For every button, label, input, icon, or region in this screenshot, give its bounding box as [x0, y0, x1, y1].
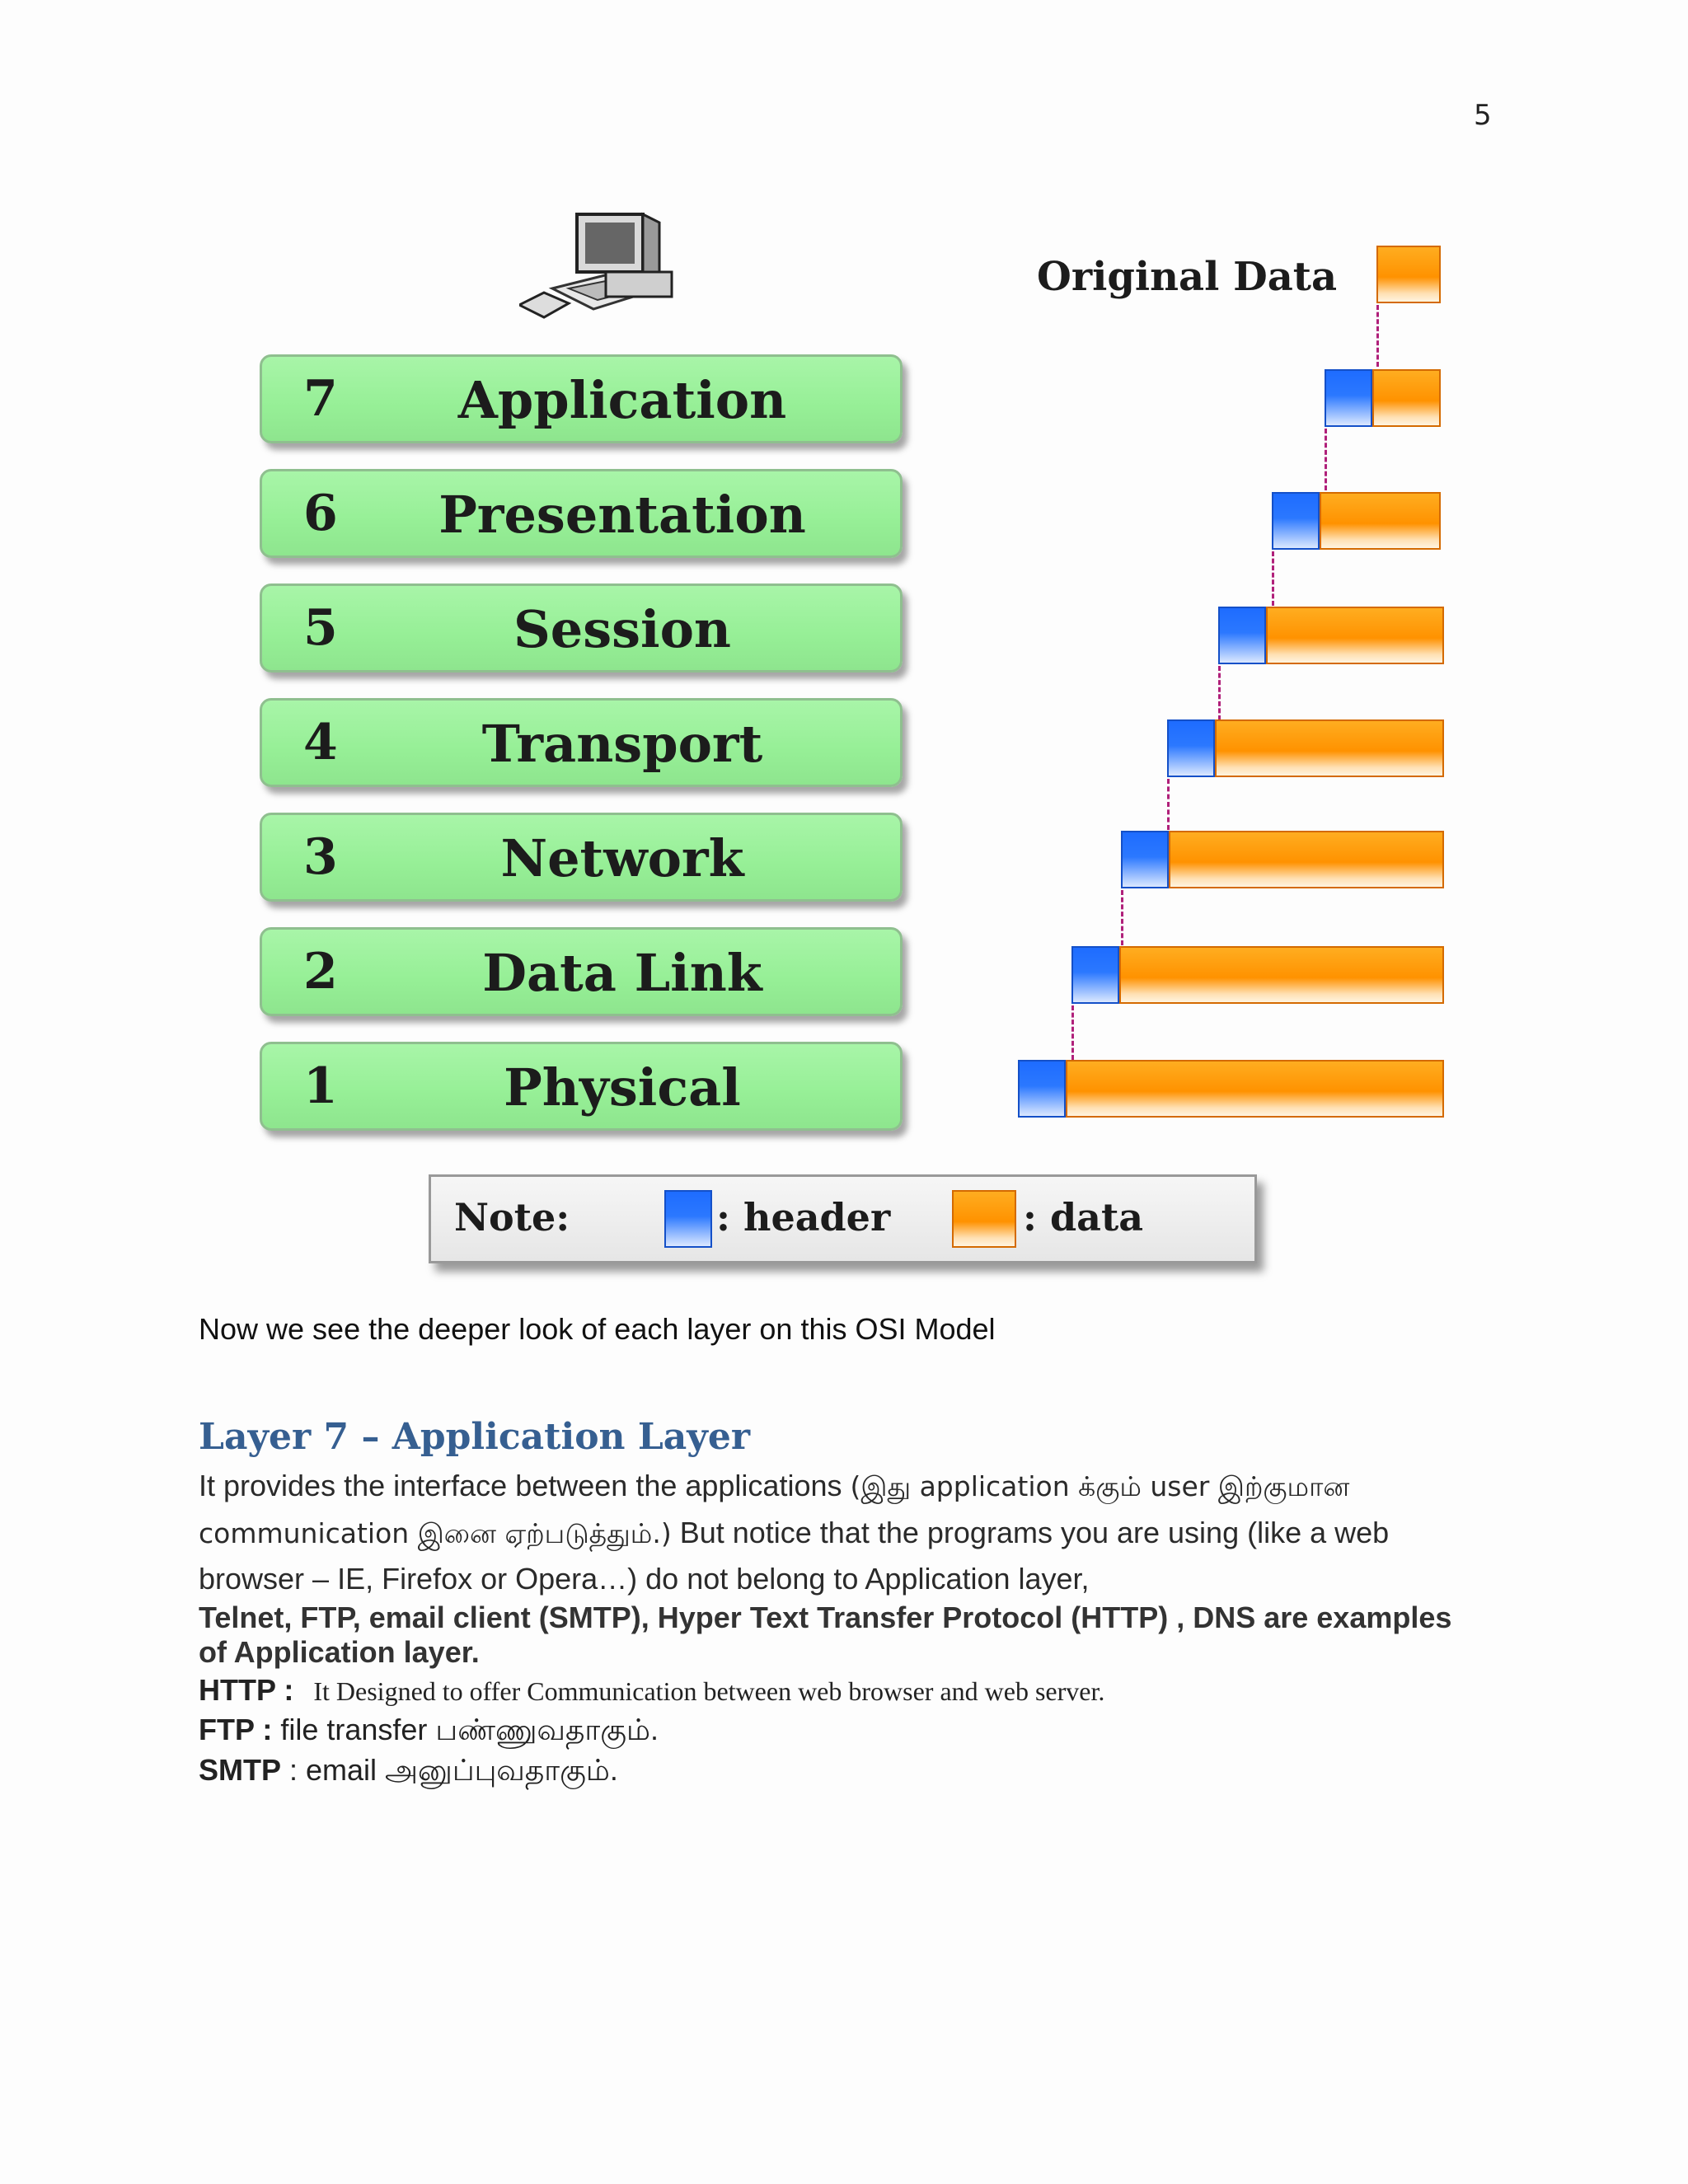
intro-paragraph: Now we see the deeper look of each layer on this OSI Model — [199, 1312, 996, 1346]
header-block — [1071, 946, 1119, 1004]
data-block — [1372, 369, 1441, 427]
http-label: HTTP : — [199, 1673, 294, 1707]
encapsulation-connector — [1272, 551, 1274, 606]
layer-box-7 — [260, 354, 903, 443]
body-text-tamil: communication இனை ஏற்படுத்தும்.) — [199, 1517, 672, 1549]
layer-number: 5 — [303, 599, 338, 657]
layer-number: 4 — [303, 714, 338, 771]
layer-name: Network — [500, 828, 744, 888]
header-block — [1218, 607, 1266, 664]
smtp-definition — [199, 1753, 618, 1792]
header-block — [1167, 719, 1215, 777]
computer-icon — [519, 206, 684, 321]
data-block — [1215, 719, 1444, 777]
data-block — [1066, 1060, 1444, 1118]
layer-name: Data Link — [482, 943, 762, 1003]
layer-name: Physical — [504, 1057, 741, 1118]
layer-box-1 — [260, 1042, 903, 1131]
body-text: It provides the interface between the applications — [199, 1469, 851, 1502]
encapsulation-connector — [1071, 1005, 1074, 1060]
encapsulation-connector — [1218, 666, 1221, 720]
layer-name: Session — [513, 599, 731, 659]
layer-name: Presentation — [438, 485, 806, 545]
body-line-2 — [199, 1510, 1484, 1557]
original-data-label: Original Data — [1037, 254, 1338, 300]
layer-number: 2 — [303, 943, 338, 1001]
data-block — [1376, 246, 1441, 303]
legend-note-box — [429, 1174, 1257, 1263]
body-text-tamil: (இது application க்கும் user இற்குமான — [850, 1470, 1350, 1502]
smtp-text: : email அனுப்புவதாகும். — [281, 1753, 618, 1787]
http-definition — [199, 1673, 1104, 1708]
ftp-label: FTP : — [199, 1713, 273, 1746]
header-block — [1121, 831, 1169, 888]
layer-number: 3 — [303, 828, 338, 886]
header-block — [1272, 492, 1320, 550]
layer-number: 1 — [303, 1057, 338, 1115]
note-label: Note: — [454, 1195, 570, 1240]
data-block — [1169, 831, 1444, 888]
body-line-3: browser – IE, Firefox or Opera…) do not belong to Application layer, — [199, 1562, 1090, 1596]
header-swatch — [664, 1190, 712, 1248]
header-block — [1018, 1060, 1066, 1118]
layer-box-3 — [260, 813, 903, 902]
encapsulation-connector — [1376, 305, 1379, 367]
section-heading: Layer 7 – Application Layer — [199, 1416, 751, 1458]
http-text: It Designed to offer Communication between web browser and web server. — [313, 1676, 1105, 1706]
data-legend-text: : data — [1023, 1195, 1144, 1240]
layer-name: Application — [457, 370, 787, 430]
layer-box-4 — [260, 698, 903, 787]
ftp-definition — [199, 1713, 659, 1751]
data-swatch — [952, 1190, 1016, 1248]
header-legend-text: : header — [716, 1195, 891, 1240]
layer-box-5 — [260, 583, 903, 673]
body-text: But notice that the programs you are using (like a web — [671, 1516, 1390, 1549]
application-examples: Telnet, FTP, email client (SMTP), Hyper Text Transfer Protocol (HTTP) , DNS are examples of Application layer. — [199, 1601, 1452, 1669]
data-block — [1320, 492, 1441, 550]
page-number: 5 — [1474, 99, 1492, 132]
header-block — [1325, 369, 1372, 427]
smtp-label: SMTP — [199, 1753, 282, 1787]
encapsulation-connector — [1167, 779, 1170, 830]
ftp-text: file transfer பண்ணுவதாகும். — [272, 1713, 659, 1746]
body-line-1 — [199, 1463, 1484, 1510]
layer-number: 6 — [303, 485, 338, 542]
encapsulation-connector — [1121, 890, 1123, 945]
encapsulation-connector — [1325, 429, 1327, 490]
data-block — [1119, 946, 1444, 1004]
layer-number: 7 — [303, 370, 338, 428]
layer-box-2 — [260, 927, 903, 1016]
layer-box-6 — [260, 469, 903, 558]
data-block — [1266, 607, 1444, 664]
layer-name: Transport — [481, 714, 763, 774]
